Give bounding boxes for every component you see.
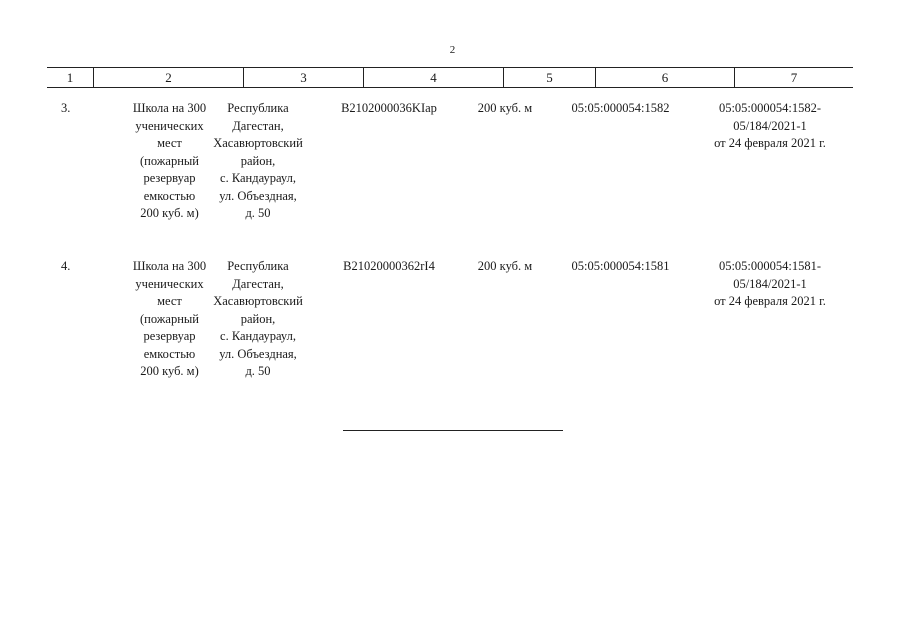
header-col-4: 4 bbox=[364, 68, 504, 87]
object-code: B21020000362rI4 bbox=[343, 259, 435, 273]
object-volume: 200 куб. м bbox=[477, 101, 533, 115]
header-col-6: 6 bbox=[596, 68, 735, 87]
row-number: 4. bbox=[61, 259, 71, 273]
header-col-7: 7 bbox=[790, 70, 798, 85]
cadastral-number: 05:05:000054:1581 bbox=[571, 259, 670, 273]
object-name: Школа на 300 ученических мест (пожарный резервуар емкостью 200 куб. м) bbox=[132, 101, 207, 220]
object-address: Республика Дагестан, Хасавюртовский район, с. Кандаураул, ул. Объездная, д. 50 bbox=[213, 259, 303, 378]
header-col-2: 2 bbox=[94, 68, 244, 87]
object-name: Школа на 300 ученических мест (пожарный резервуар емкостью 200 куб. м) bbox=[132, 259, 207, 378]
header-col-5: 5 bbox=[504, 68, 596, 87]
header-col-1: 1 bbox=[47, 68, 94, 87]
header-col-3: 3 bbox=[244, 68, 364, 87]
object-address: Республика Дагестан, Хасавюртовский район, с. Кандаураул, ул. Объездная, д. 50 bbox=[213, 101, 303, 220]
registration-record: 05:05:000054:1581- 05/184/2021-1 от 24 февраля 2021 г. bbox=[714, 259, 826, 308]
page-number: 2 bbox=[449, 44, 456, 56]
object-volume: 200 куб. м bbox=[477, 259, 533, 273]
cadastral-number: 05:05:000054:1582 bbox=[571, 101, 670, 115]
closing-divider bbox=[343, 430, 563, 431]
registration-record: 05:05:000054:1582- 05/184/2021-1 от 24 февраля 2021 г. bbox=[714, 101, 826, 150]
row-number: 3. bbox=[61, 101, 71, 115]
table-header-row bbox=[47, 67, 853, 88]
object-code: B2102000036KIap bbox=[341, 101, 437, 115]
